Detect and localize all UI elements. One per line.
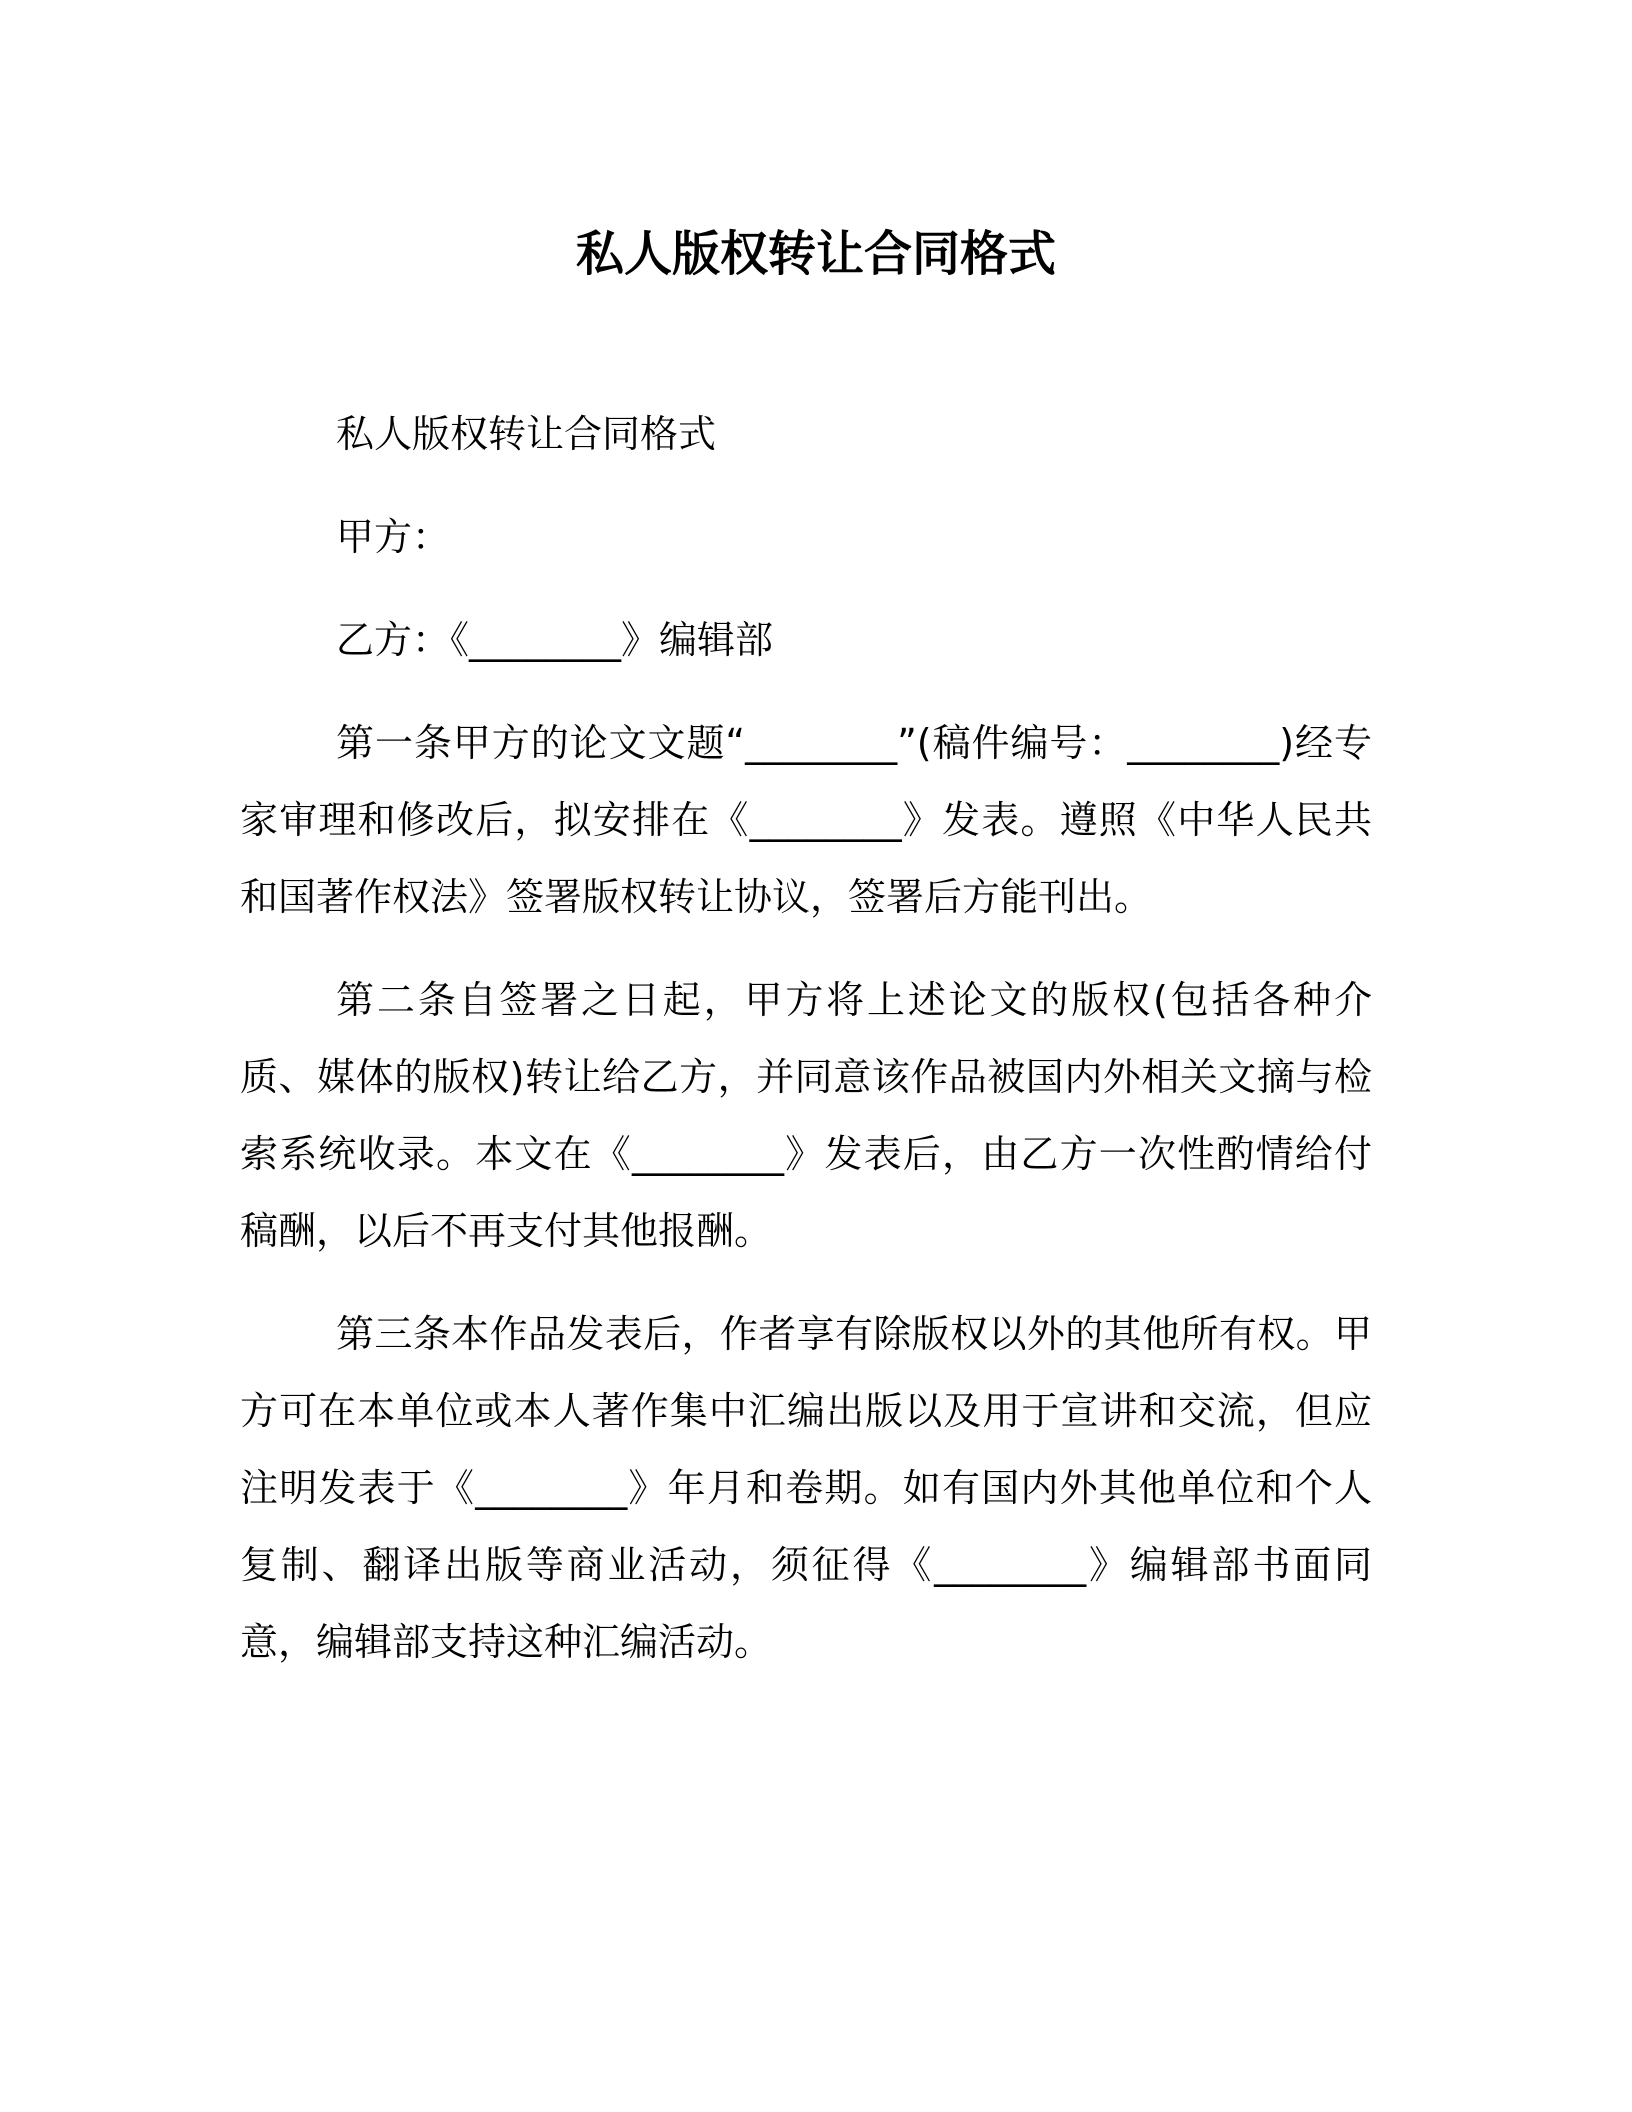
- paragraph-subtitle: 私人版权转让合同格式: [336, 412, 717, 456]
- paragraph-party-b: 乙方：《________》编辑部: [336, 618, 774, 662]
- document-title: 私人版权转让合同格式: [575, 226, 1056, 282]
- paragraph-party-a: 甲方：: [336, 515, 451, 559]
- paragraph-article-1: 第一条甲方的论文文题“________”(稿件编号：________)经专家审理和修改后，拟安排在《________》发表。遵照《中华人民共和国著作权法》签署版权转让协议，签署后方能刊出。: [240, 721, 1372, 919]
- paragraph-article-3: 第三条本作品发表后，作者享有除版权以外的其他所有权。甲方可在本单位或本人著作集中汇编出版以及用于宣讲和交流，但应注明发表于《________》年月和卷期。如有国内外其他单位和个人复制、翻译出版等商业活动，须征得《________》编辑部书面同意，编辑部支持这种汇编活动。: [240, 1312, 1372, 1664]
- document-body: [240, 396, 1372, 1707]
- paragraph-article-2: 第二条自签署之日起，甲方将上述论文的版权(包括各种介质、媒体的版权)转让给乙方，并同意该作品被国内外相关文摘与检索系统收录。本文在《________》发表后，由乙方一次性酌情给付稿酬，以后不再支付其他报酬。: [240, 978, 1372, 1253]
